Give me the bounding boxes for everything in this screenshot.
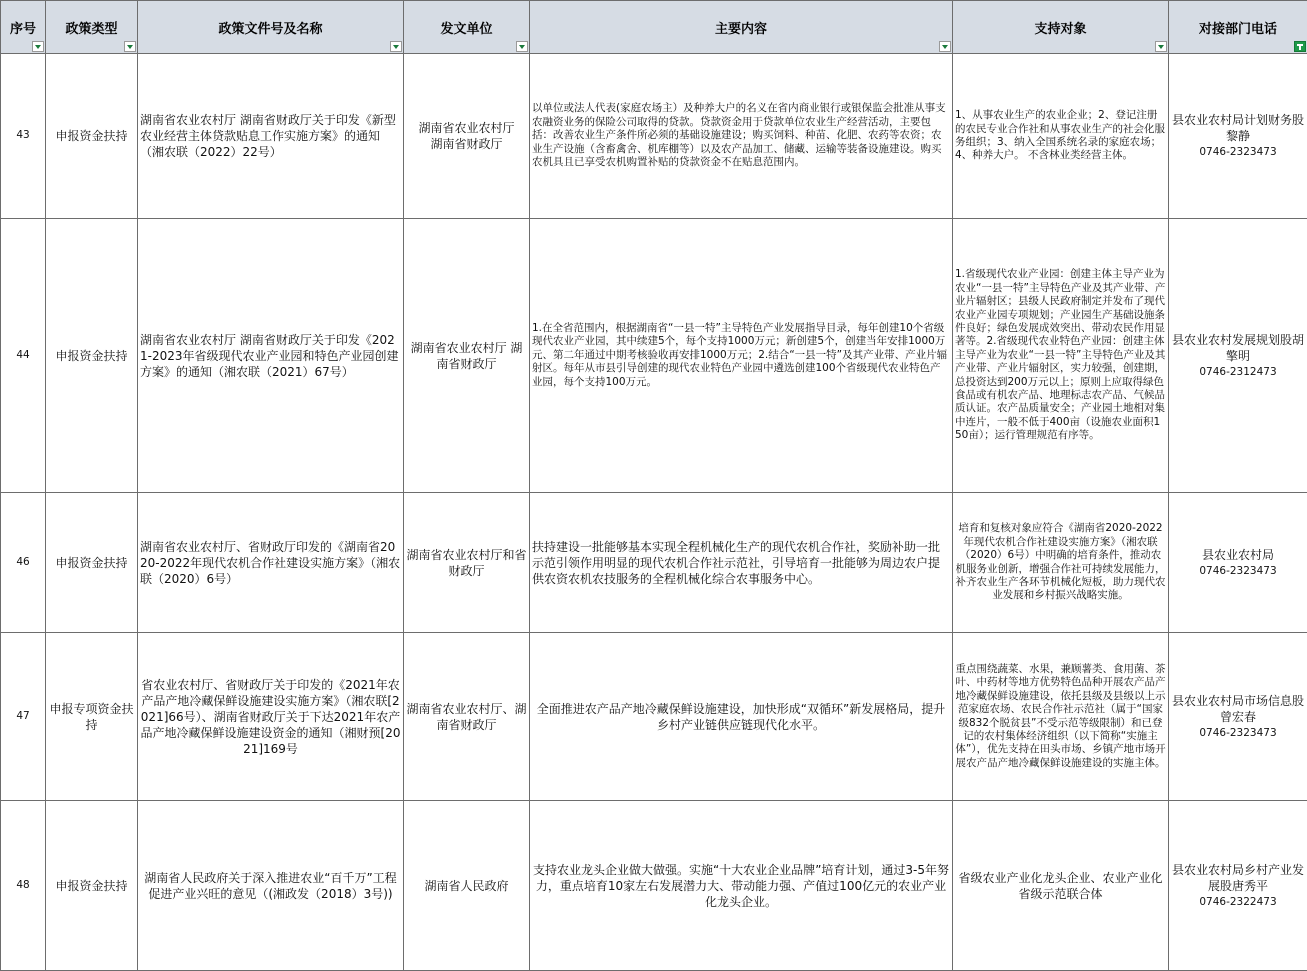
- cell-no[interactable]: 46: [1, 493, 46, 633]
- contact-phone: 0746-2323473: [1171, 563, 1305, 579]
- cell-content[interactable]: 全面推进农产品产地冷藏保鲜设施建设，加快形成“双循环”新发展格局，提升乡村产业链供应链现代化水平。: [530, 633, 953, 801]
- cell-target[interactable]: 重点围绕蔬菜、水果，兼顾薯类、食用菌、茶叶、中药材等地方优势特色品种开展农产品产地冷藏保鲜设施建设，依托县级及县级以上示范家庭农场、农民合作社示范社（属于“国家级832个脱贫县”不受示范等级限制）和已登记的农村集体经济组织（以下简称“实施主体”），优先支持在田头市场、乡镇产地市场开展农产品产地冷藏保鲜设施建设的实施主体。: [953, 633, 1169, 801]
- cell-target[interactable]: 培育和复核对象应符合《湖南省2020-2022年现代农机合作社建设实施方案》（湘农联（2020）6号）中明确的培育条件，推动农机服务业创新，增强合作社可持续发展能力，补齐农业生产各环节机械化短板，助力现代农业发展和乡村振兴战略实施。: [953, 493, 1169, 633]
- cell-type[interactable]: 申报专项资金扶持: [46, 633, 138, 801]
- filter-dropdown-icon[interactable]: [124, 41, 136, 52]
- cell-contact[interactable]: [1169, 493, 1307, 633]
- contact-phone: 0746-2323473: [1171, 144, 1305, 160]
- filter-dropdown-icon[interactable]: [32, 41, 44, 52]
- col-header-doc: 政策文件号及名称: [138, 1, 404, 54]
- cell-contact[interactable]: [1169, 54, 1307, 219]
- cell-content[interactable]: 以单位或法人代表(家庭农场主）及种养大户的名义在省内商业银行或银保监会批准从事支农融资业务的保险公司取得的贷款。贷款资金用于贷款单位农业生产经营活动，主要包括：改善农业生产条件所必须的基础设施建设；购买饲料、种苗、化肥、农药等农资；农业生产设施（含畜禽舍、机库棚等）以及农产品加工、储藏、运输等装备设施建设。购买农机具且已享受农机购置补贴的贷款资金不在贴息范围内。: [530, 54, 953, 219]
- cell-doc[interactable]: 湖南省人民政府关于深入推进农业“百千万”工程促进产业兴旺的意见（(湘政发（2018）3号)): [138, 801, 404, 971]
- cell-contact[interactable]: [1169, 801, 1307, 971]
- cell-type[interactable]: 申报资金扶持: [46, 493, 138, 633]
- col-header-target: 支持对象: [953, 1, 1169, 54]
- issuer-text: 湖南省农业农村厅 湖南省财政厅: [418, 121, 514, 151]
- cell-type[interactable]: 申报资金扶持: [46, 219, 138, 493]
- filter-dropdown-icon[interactable]: [516, 41, 528, 52]
- cell-contact[interactable]: [1169, 633, 1307, 801]
- filter-dropdown-icon[interactable]: [939, 41, 951, 52]
- table-row: [1, 219, 1307, 493]
- cell-content[interactable]: 扶持建设一批能够基本实现全程机械化生产的现代农机合作社，奖励补助一批示范引领作用明显的现代农机合作社示范社，引导培育一批能够为周边农户提供农资农机农技服务的全程机械化综合农事服务中心。: [530, 493, 953, 633]
- issuer-text: 湖南省农业农村厅和省财政厅: [406, 548, 526, 578]
- cell-issuer[interactable]: [404, 54, 530, 219]
- table-row: [1, 54, 1307, 219]
- col-header-contact: 对接部门电话: [1169, 1, 1307, 54]
- contact-phone: 0746-2322473: [1171, 894, 1305, 910]
- cell-issuer[interactable]: [404, 493, 530, 633]
- col-header-content: 主要内容: [530, 1, 953, 54]
- table-row: [1, 633, 1307, 801]
- cell-target[interactable]: 省级农业产业化龙头企业、农业产业化省级示范联合体: [953, 801, 1169, 971]
- col-header-no: 序号: [1, 1, 46, 54]
- issuer-text: 湖南省人民政府: [424, 879, 508, 893]
- cell-target[interactable]: 1、从事农业生产的农业企业；2、登记注册的农民专业合作社和从事农业生产的社会化服务组织；3、纳入全国系统名录的家庭农场；4、种养大户。 不含林业类经营主体。: [953, 54, 1169, 219]
- cell-doc[interactable]: 湖南省农业农村厅、省财政厅印发的《湖南省2020-2022年现代农机合作社建设实施方案》（湘农联（2020）6号）: [138, 493, 404, 633]
- filter-dropdown-icon[interactable]: [1155, 41, 1167, 52]
- contact-name: 县农业农村局市场信息股曾宏春: [1171, 693, 1305, 725]
- issuer-text: 湖南省农业农村厅 湖南省财政厅: [411, 341, 523, 371]
- cell-type[interactable]: 申报资金扶持: [46, 801, 138, 971]
- cell-no[interactable]: 43: [1, 54, 46, 219]
- table-row: [1, 493, 1307, 633]
- cell-issuer[interactable]: [404, 633, 530, 801]
- cell-content[interactable]: 支持农业龙头企业做大做强。实施“十大农业企业品牌”培育计划，通过3-5年努力，重点培育10家左右发展潜力大、带动能力强、产值过100亿元的农业产业化龙头企业。: [530, 801, 953, 971]
- contact-name: 县农业农村局: [1171, 547, 1305, 563]
- filter-dropdown-icon[interactable]: [390, 41, 402, 52]
- cell-doc[interactable]: 省农业农村厅、省财政厅关于印发的《2021年农产品产地冷藏保鲜设施建设实施方案》（湘农联[2021]66号）、湖南省财政厅关于下达2021年农产品产地冷藏保鲜设施建设资金的通知（湘财预[2021]169号: [138, 633, 404, 801]
- header-row: [1, 1, 1307, 54]
- cell-no[interactable]: 47: [1, 633, 46, 801]
- issuer-text: 湖南省农业农村厅、湖南省财政厅: [406, 702, 526, 732]
- contact-phone: 0746-2312473: [1171, 364, 1305, 380]
- cell-doc[interactable]: 湖南省农业农村厅 湖南省财政厅关于印发《新型农业经营主体贷款贴息工作实施方案》的通知（湘农联（2022）22号）: [138, 54, 404, 219]
- cell-issuer[interactable]: [404, 219, 530, 493]
- cell-no[interactable]: 48: [1, 801, 46, 971]
- cell-type[interactable]: 申报资金扶持: [46, 54, 138, 219]
- col-header-type: 政策类型: [46, 1, 138, 54]
- contact-name: 县农业农村发展规划股胡擎明: [1171, 332, 1305, 364]
- contact-name: 县农业农村局计划财务股黎静: [1171, 112, 1305, 144]
- cell-content[interactable]: 1.在全省范围内，根据湖南省“一县一特”主导特色产业发展指导目录，每年创建10个省级现代农业产业园，其中续建5个，每个支持1000万元；新创建5个，创建当年安排1000万元、第二年通过中期考核验收再安排1000万元；2.结合“一县一特”及其产业带、产业片辐射区。每年从市县引导创建的现代农业特色产业园中遴选创建100个省级现代农业特色产业园，每个支持100万元。: [530, 219, 953, 493]
- cell-contact[interactable]: [1169, 219, 1307, 493]
- contact-phone: 0746-2323473: [1171, 725, 1305, 741]
- cell-doc[interactable]: 湖南省农业农村厅 湖南省财政厅关于印发《2021-2023年省级现代农业产业园和特色产业园创建方案》的通知（湘农联（2021）67号）: [138, 219, 404, 493]
- cell-issuer[interactable]: [404, 801, 530, 971]
- table-row: [1, 801, 1307, 971]
- cell-no[interactable]: 44: [1, 219, 46, 493]
- cell-target[interactable]: 1.省级现代农业产业园：创建主体主导产业为农业“一县一特”主导特色产业及其产业带、产业片辐射区；县级人民政府制定并发布了现代农业产业园专项规划；产业园生产基础设施条件良好；绿色发展成效突出、带动农民作用显著等。2.省级现代农业特色产业园：创建主体主导产业为农业“一县一特”主导特色产业及其产业带、产业片辐射区，实力较强，创建期，总投资达到200万元以上；原则上应取得绿色食品或有机农产品、地理标志农产品、气候品质认证。农产品质量安全；产业园土地相对集中连片，一般不低于400亩（设施农业面积150亩）；运行管理规范有序等。: [953, 219, 1169, 493]
- contact-name: 县农业农村局乡村产业发展股唐秀平: [1171, 862, 1305, 894]
- filter-active-icon[interactable]: [1294, 41, 1306, 52]
- col-header-issuer: 发文单位: [404, 1, 530, 54]
